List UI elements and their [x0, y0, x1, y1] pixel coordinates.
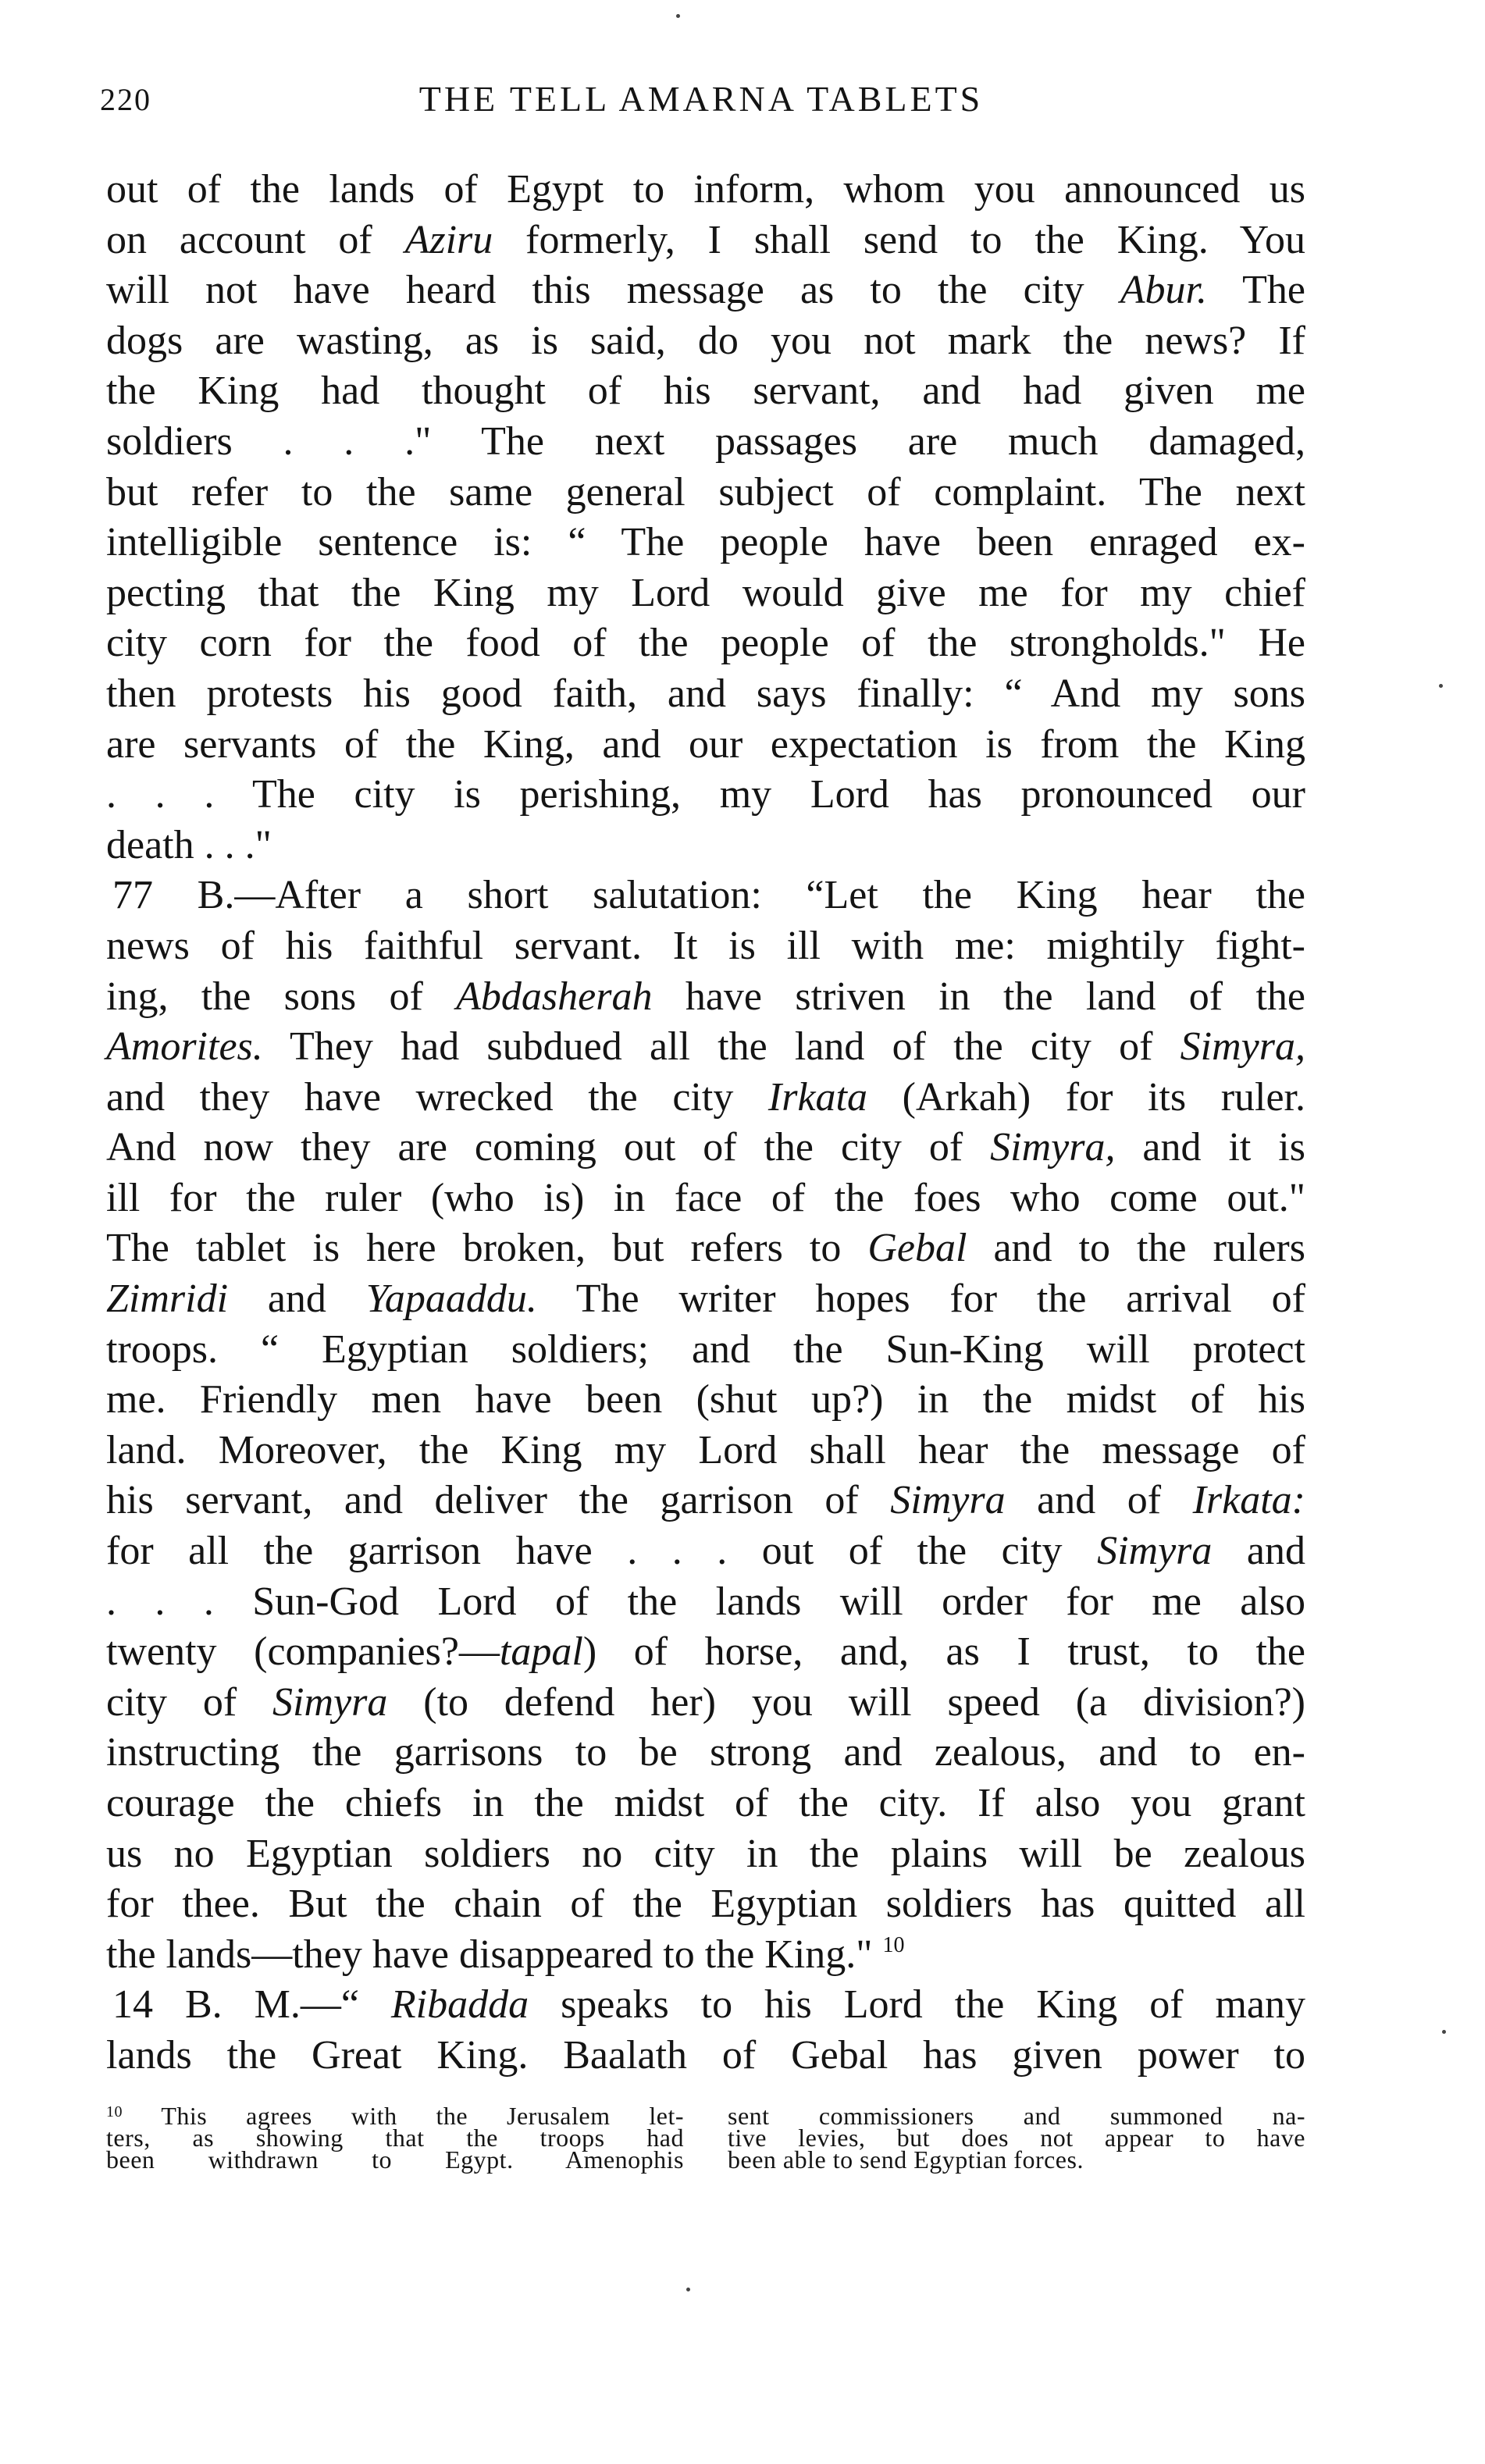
- italic-name: Irkata: [767, 1074, 867, 1120]
- text-line: [106, 1274, 1305, 1325]
- text-segment: and: [1212, 1529, 1305, 1574]
- text-segment: and it is: [1115, 1125, 1305, 1170]
- italic-name: Simyra,: [1180, 1024, 1305, 1070]
- text-segment: news of his faithful servant. It is ill with me: mightily fight-: [106, 923, 1305, 968]
- text-line: [106, 1930, 1305, 1981]
- text-line: [106, 1678, 1305, 1729]
- text-segment: sent commissioners and summoned na-: [728, 2102, 1305, 2130]
- text-segment: for all the garrison have . . . out of the city: [106, 1529, 1098, 1574]
- text-line: [106, 1476, 1305, 1526]
- text-line: [106, 568, 1305, 619]
- text-segment: on account of: [106, 217, 405, 262]
- italic-name: Simyra: [1097, 1529, 1213, 1574]
- text-segment: The: [1206, 268, 1305, 313]
- text-segment: The tablet is here broken, but refers to: [106, 1226, 868, 1271]
- text-segment: will not have heard this message as to the city: [106, 268, 1120, 313]
- text-segment: (Arkah) for its ruler.: [867, 1074, 1305, 1120]
- italic-name: Simyra,: [990, 1125, 1116, 1170]
- italic-name: Abdasherah: [456, 974, 653, 1019]
- text-segment: been able to send Egyptian forces.: [728, 2145, 1084, 2174]
- body-text: [106, 165, 1305, 2081]
- text-line: [106, 215, 1305, 266]
- footnote-marker: 10: [882, 1932, 905, 1957]
- scan-speck: [676, 14, 680, 18]
- text-segment: the King had thought of his servant, and had given me: [106, 369, 1305, 414]
- italic-name: Yapaaddu.: [365, 1277, 537, 1322]
- footnote-line: [106, 2145, 684, 2174]
- text-segment: but refer to the same general subject of complaint. The next: [106, 469, 1305, 515]
- text-segment: and: [228, 1277, 366, 1322]
- text-line: [106, 821, 1305, 871]
- text-segment: instructing the garrisons to be strong and zealous, and to en-: [106, 1730, 1305, 1775]
- text-segment: land. Moreover, the King my Lord shall hear the message of: [106, 1427, 1305, 1472]
- text-line: [106, 2031, 1305, 2081]
- text-segment: . . . Sun-God Lord of the lands will order for me also: [106, 1579, 1305, 1624]
- text-line: [106, 1173, 1305, 1224]
- text-line: [106, 1879, 1305, 1930]
- text-segment: the lands—they have disappeared to the King.": [106, 1932, 883, 1977]
- text-line: [106, 972, 1305, 1023]
- text-segment: city of: [106, 1679, 273, 1725]
- italic-name: Ribadda: [390, 1982, 529, 2028]
- text-line: [106, 921, 1305, 972]
- footnotes: [106, 2102, 1305, 2175]
- text-segment: been withdrawn to Egypt. Amenophis: [106, 2145, 684, 2174]
- text-segment: are servants of the King, and our expectation is from the King: [106, 721, 1305, 767]
- footnote-column-right: [728, 2102, 1305, 2174]
- italic-name: Gebal: [867, 1226, 967, 1271]
- text-line: [106, 1022, 1305, 1073]
- text-segment: for thee. But the chain of the Egyptian soldiers has quitted all: [106, 1882, 1305, 1927]
- text-segment: speaks to his Lord the King of many: [529, 1982, 1306, 2028]
- text-line: [106, 316, 1305, 367]
- text-segment: intelligible sentence is: “ The people have been enraged ex-: [106, 520, 1305, 565]
- text-segment: ill for the ruler (who is) in face of the foes who come out.": [106, 1175, 1305, 1220]
- text-line: [106, 1829, 1305, 1880]
- text-line: [106, 1577, 1305, 1628]
- text-segment: city corn for the food of the people of the strongholds." He: [106, 621, 1305, 666]
- footnote-column-left: [106, 2102, 684, 2174]
- text-segment: pecting that the King my Lord would give me for my chief: [106, 570, 1305, 615]
- text-segment: ing, the sons of: [106, 974, 457, 1019]
- text-line: [106, 1728, 1305, 1779]
- text-line: [106, 468, 1305, 518]
- text-segment: have striven in the land of the: [652, 974, 1305, 1019]
- italic-name: Simyra: [272, 1679, 388, 1725]
- text-segment: This agrees with the Jerusalem let-: [123, 2102, 684, 2130]
- text-segment: tive levies, but does not appear to have: [728, 2124, 1305, 2152]
- text-segment: . . . The city is perishing, my Lord has pronounced our: [106, 772, 1305, 817]
- italic-name: Irkata:: [1192, 1478, 1305, 1523]
- italic-name: Amorites.: [106, 1024, 263, 1070]
- text-segment: (to defend her) you will speed (a division?): [387, 1679, 1305, 1725]
- text-line: [106, 669, 1305, 720]
- italic-name: Aziru: [404, 217, 493, 262]
- text-segment: 14 B. M.—“: [112, 1982, 391, 2028]
- text-segment: and they have wrecked the city: [106, 1074, 768, 1120]
- text-line: [106, 1779, 1305, 1829]
- text-line: [106, 165, 1305, 215]
- scan-speck: [1439, 684, 1443, 688]
- text-line: [106, 770, 1305, 821]
- text-line: [106, 871, 1305, 921]
- text-segment: death . . .": [106, 822, 272, 867]
- text-segment: soldiers . . ." The next passages are much damaged,: [106, 418, 1305, 464]
- scan-speck: [686, 2288, 690, 2291]
- text-segment: dogs are wasting, as is said, do you not mark the news? If: [106, 318, 1305, 363]
- text-segment: lands the Great King. Baalath of Gebal has given power to: [106, 2032, 1305, 2078]
- text-line: [106, 265, 1305, 316]
- page-number: 220: [100, 82, 151, 117]
- italic-name: Zimridi: [106, 1277, 229, 1322]
- text-segment: his servant, and deliver the garrison of: [106, 1478, 891, 1523]
- italic-name: Simyra: [890, 1478, 1006, 1523]
- text-line: [106, 1980, 1305, 2031]
- text-segment: The writer hopes for the arrival of: [536, 1277, 1305, 1322]
- scan-speck: [1442, 2030, 1446, 2034]
- text-line: [106, 1223, 1305, 1274]
- text-segment: troops. “ Egyptian soldiers; and the Sun-King will protect: [106, 1326, 1305, 1372]
- italic-name: Abur.: [1120, 268, 1207, 313]
- text-line: [106, 1123, 1305, 1173]
- text-line: [106, 366, 1305, 417]
- footnote-marker: 10: [106, 2103, 123, 2120]
- text-segment: and to the rulers: [967, 1226, 1305, 1271]
- text-line: [106, 417, 1305, 468]
- text-line: [106, 1426, 1305, 1476]
- text-segment: 77 B.—After a short salutation: “Let the King hear the: [112, 873, 1305, 918]
- running-head: [100, 78, 1302, 125]
- running-title: THE TELL AMARNA TABLETS: [418, 79, 984, 119]
- text-line: [106, 1526, 1305, 1577]
- text-line: [106, 618, 1305, 669]
- text-segment: me. Friendly men have been (shut up?) in the midst of his: [106, 1377, 1305, 1422]
- italic-name: tapal: [499, 1629, 583, 1675]
- text-line: [106, 1325, 1305, 1376]
- text-line: [106, 518, 1305, 568]
- text-segment: And now they are coming out of the city of: [106, 1125, 991, 1170]
- text-segment: twenty (companies?—: [106, 1629, 500, 1675]
- text-line: [106, 1627, 1305, 1678]
- text-line: [106, 1375, 1305, 1426]
- text-segment: out of the lands of Egypt to inform, whom you announced us: [106, 167, 1305, 212]
- text-segment: ters, as showing that the troops had: [106, 2124, 684, 2152]
- text-line: [106, 720, 1305, 771]
- text-segment: courage the chiefs in the midst of the city. If also you grant: [106, 1781, 1305, 1825]
- text-segment: and of: [1005, 1478, 1193, 1523]
- text-segment: us no Egyptian soldiers no city in the plains will be zealous: [106, 1831, 1305, 1876]
- text-segment: ) of horse, and, as I trust, to the: [582, 1629, 1306, 1675]
- text-segment: formerly, I shall send to the King. You: [493, 217, 1305, 262]
- text-line: [106, 1073, 1305, 1123]
- text-segment: then protests his good faith, and says finally: “ And my sons: [106, 671, 1305, 716]
- footnote-line: [728, 2145, 1305, 2174]
- text-segment: They had subdued all the land of the city of: [262, 1024, 1181, 1070]
